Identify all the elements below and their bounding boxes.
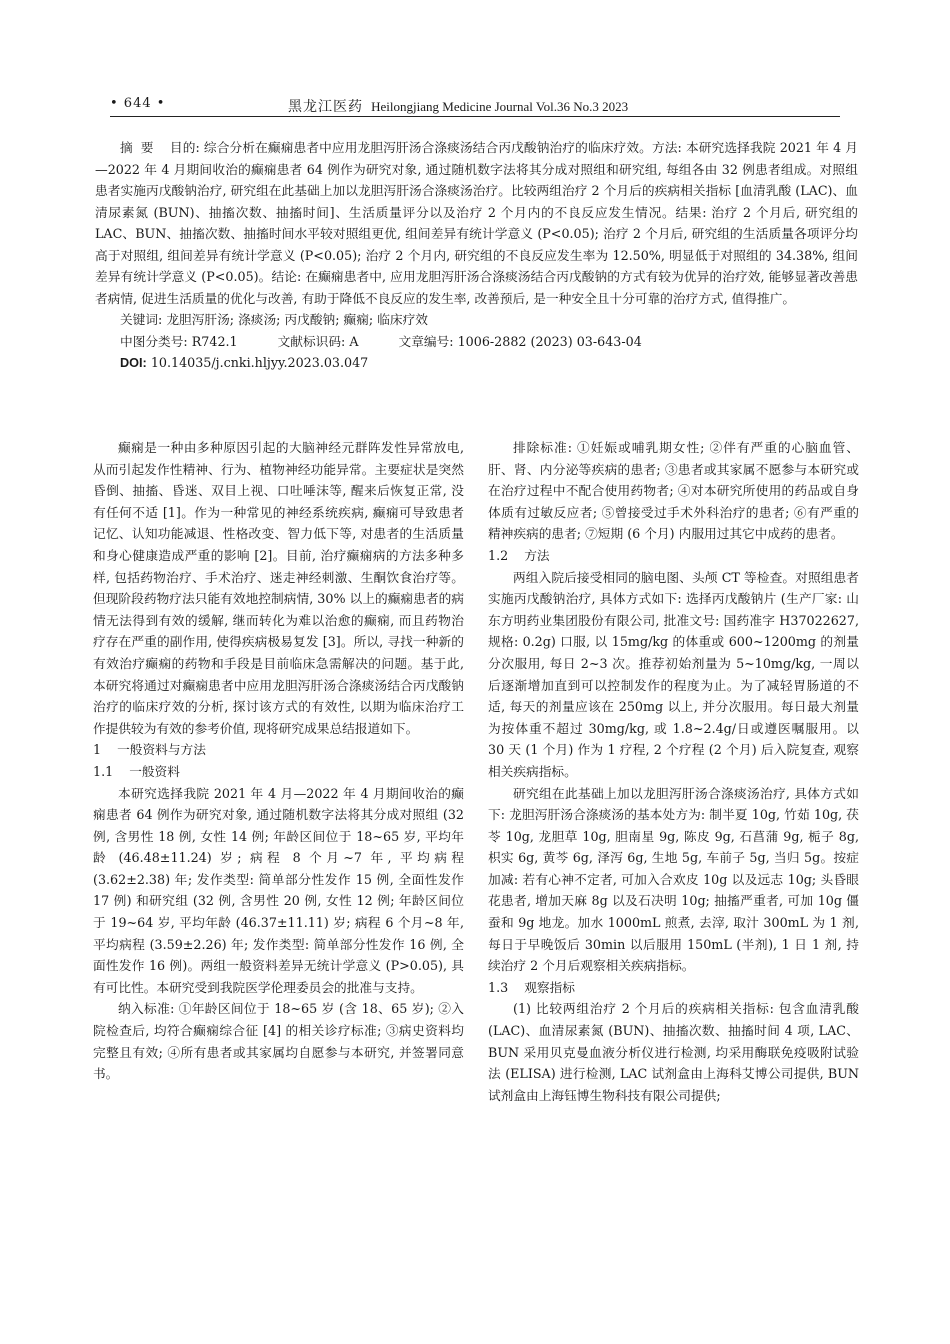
section-title: 一般资料 [129, 763, 180, 779]
section-title: 一般资料与方法 [117, 742, 206, 758]
section-heading-1-1 [93, 761, 464, 783]
exclusion-criteria-paragraph: 排除标准: ①妊娠或哺乳期女性; ②伴有严重的心脑血管、肝、肾、内分泌等疾病的患者; ③患者或其家属不愿参与本研究或在治疗过程中不配合使用药物者; ④对本研究所使用的药品或自身体质有过敏反应者; ⑤曾接受过手术外科治疗的患者; ⑥有严重的精神疾病的患者; ⑦短期 (6 个月) 内服用过其它中成药的患者。 [488, 440, 859, 542]
intro-paragraph: 癫痫是一种由多种原因引起的大脑神经元群阵发性异常放电, 从而引起发作性精神、行为、植物神经功能异常。主要症状是突然昏倒、抽搐、昏迷、双目上视、口吐唾沫等, 醒来后恢复正常, 没有任何不适 [1]。作为一种常见的神经系统疾病, 癫痫可导致患者记忆、认知功能减退、性格改变、智力低下等, 对患者的生活质量和身心健康造成严重的影响 [2]。目前, 治疗癫痫病的方法多种多样, 包括药物治疗、手术治疗、迷走神经刺激、生酮饮食治疗等。但现阶段药物疗法只能有效地控制病情, 30% 以上的癫痫患者的病情无法得到有效的缓解, 继而转化为难以治愈的癫痫, 而且药物治疗存在严重的副作用, 使得疾病极易复发 [3]。所以, 寻找一种新的有效治疗癫痫的药物和手段是目前临床急需解决的问题。基于此, 本研究将通过对癫痫患者中应用龙胆泻肝汤合涤痰汤结合丙戊酸钠治疗的临床疗效的分析, 探讨该方式的有效性, 以期为临床治疗工作提供较为有效的参考价值, 现将研究成果总结报道如下。 [93, 440, 464, 736]
right-column [488, 437, 859, 1106]
journal-title-en: Heilongjiang Medicine Journal Vol.36 No.3 2023 [371, 99, 629, 114]
section-title: 观察指标 [524, 979, 575, 995]
article-number: 文章编号: 1006-2882 (2023) 03-643-04 [398, 333, 642, 349]
abstract-label: 摘要 [120, 140, 162, 155]
section-heading-1-3 [488, 977, 859, 999]
left-column [93, 437, 464, 1085]
general-info-paragraph: 本研究选择我院 2021 年 4 月—2022 年 4 月期间收治的癫痫患者 64 例作为研究对象, 通过随机数字法将其分成对照组 (32 例, 含男性 18 例, 女性 14 例; 年龄区间位于 18~65 岁, 平均年龄 (46.48±11.24) 岁; 病程 8 个月~7 年, 平均病程 (3.62±2.38) 年; 发作类型: 简单部分性发作 15 例, 全面性发作 17 例) 和研究组 (32 例, 含男性 20 例, 女性 12 例; 年龄区间位于 19~64 岁, 平均年龄 (46.37±11.11) 岁; 病程 6 个月~8 年, 平均病程 (3.59±2.26) 年; 发作类型: 简单部分性发作 16 例, 全面性发作 16 例)。两组一般资料差异无统计学意义 (P>0.05), 具有可比性。本研究受到我院医学伦理委员会的批准与支持。 [93, 785, 464, 995]
section-heading-1 [93, 739, 464, 761]
doi-value: 10.14035/j.cnki.hljyy.2023.03.047 [150, 355, 369, 370]
header-rule [110, 116, 840, 117]
doi-label: DOI: [120, 356, 147, 370]
abstract-paragraph [95, 137, 858, 309]
journal-title [288, 96, 628, 116]
page-number: • 644 • [110, 96, 166, 111]
section-number: 1.3 [488, 979, 509, 995]
section-heading-1-2 [488, 545, 859, 567]
section-number: 1.2 [488, 547, 509, 563]
doi-line [120, 352, 858, 375]
method-study-paragraph: 研究组在此基础上加以龙胆泻肝汤合涤痰汤治疗, 具体方式如下: 龙胆泻肝汤合涤痰汤的基本处方为: 制半夏 10g, 竹茹 10g, 茯苓 10g, 龙胆草 10g, 胆南星 9g, 陈皮 9g, 石菖蒲 9g, 栀子 8g, 枳实 6g, 黄芩 6g, 泽泻 6g, 生地 5g, 车前子 5g, 当归 5g。按症加减: 若有心神不定者, 可加入合欢皮 10g 以及远志 10g; 头昏眼花患者, 增加天麻 8g 以及石决明 10g; 抽搐严重者, 可加 10g 僵蚕和 9g 地龙。加水 1000mL 煎煮, 去滓, 取汁 300mL 为 1 剂, 每日于早晚饭后 30min 以后服用 150mL (半剂), 1 日 1 剂, 持续治疗 2 个月后观察相关疾病指标。 [488, 785, 859, 974]
classification-line [120, 331, 858, 353]
section-number: 1.1 [93, 763, 114, 779]
observation-paragraph: (1) 比较两组治疗 2 个月后的疾病相关指标: 包含血清乳酸 (LAC)、血清尿素氮 (BUN)、抽搐次数、抽搐时间 4 项, LAC、BUN 采用贝克曼血液分析仪进行检测, 均采用酶联免疫吸附试验法 (ELISA) 进行检测, LAC 试剂盒由上海科艾博公司提供, BUN 试剂盒由上海钰博生物科技有限公司提供; [488, 1001, 859, 1103]
section-number: 1 [93, 742, 102, 758]
journal-title-cn: 黑龙江医药 [288, 99, 363, 115]
abstract-block [95, 137, 858, 375]
keywords: 关键词: 龙胆泻肝汤; 涤痰汤; 丙戊酸钠; 癫痫; 临床疗效 [120, 312, 428, 327]
running-header [110, 94, 840, 116]
inclusion-criteria-paragraph: 纳入标准: ①年龄区间位于 18~65 岁 (含 18、65 岁); ②入院检查后, 均符合癫痫综合征 [4] 的相关诊疗标准; ③病史资料均完整且有效; ④所有患者或其家属均自愿参与本研究, 并签署同意书。 [93, 1001, 464, 1082]
section-title: 方法 [524, 547, 550, 563]
method-control-paragraph: 两组入院后接受相同的脑电图、头颅 CT 等检查。对照组患者实施丙戊酸钠治疗, 具体方式如下: 选择丙戊酸钠片 (生产厂家: 山东方明药业集团股份有限公司, 批准文号: 国药准字 H37022627, 规格: 0.2g) 口服, 以 15mg/kg 的体重或 600~1200mg 的剂量分次服用, 每日 2~3 次。推荐初始剂量为 5~10mg/kg, 一周以后逐渐增加直到可以控制发作的程度为止。为了减轻胃肠道的不适, 每天的剂量应该在 250mg 以上, 并分次服用。每日最大剂量为按体重不超过 30mg/kg, 或 1.8~2.4g/日或遵医嘱服用。以 30 天 (1 个月) 作为 1 疗程, 2 个疗程 (2 个月) 后入院复查, 观察相关疾病指标。 [488, 569, 859, 779]
abstract-text: 目的: 综合分析在癫痫患者中应用龙胆泻肝汤合涤痰汤结合丙戊酸钠治疗的临床疗效。方法: 本研究选择我院 2021 年 4 月—2022 年 4 月期间收治的癫痫患者 64 例作为研究对象, 通过随机数字法将其分成对照组和研究组, 每组各由 32 例患者组成。对照组患者实施丙戊酸钠治疗, 研究组在此基础上加以龙胆泻肝汤合涤痰汤治疗。比较两组治疗 2 个月后的疾病相关指标 [血清乳酸 (LAC)、血清尿素氮 (BUN)、抽搐次数、抽搐时间]、生活质量评分以及治疗 2 个月内的不良反应发生情况。结果: 治疗 2 个月后, 研究组的 LAC、BUN、抽搐次数、抽搐时间水平较对照组更优, 组间差异有统计学意义 (P<0.05); 治疗 2 个月后, 研究组的生活质量各项评分均高于对照组, 组间差异有统计学意义 (P<0.05); 治疗 2 个月内, 研究组的不良反应发生率为 12.50%, 明显低于对照组的 34.38%, 组间差异有统计学意义 (P<0.05)。结论: 在癫痫患者中, 应用龙胆泻肝汤合涤痰汤结合丙戊酸钠的方式有较为优异的治疗效, 能够显著改善患者病情, 促进生活质量的优化与改善, 有助于降低不良反应的发生率, 改善预后, 是一种安全且十分可靠的治疗方式, 值得推广。 [95, 140, 858, 306]
clc-number: 中图分类号: R742.1 [120, 333, 238, 349]
document-code: 文献标识码: A [277, 333, 359, 349]
